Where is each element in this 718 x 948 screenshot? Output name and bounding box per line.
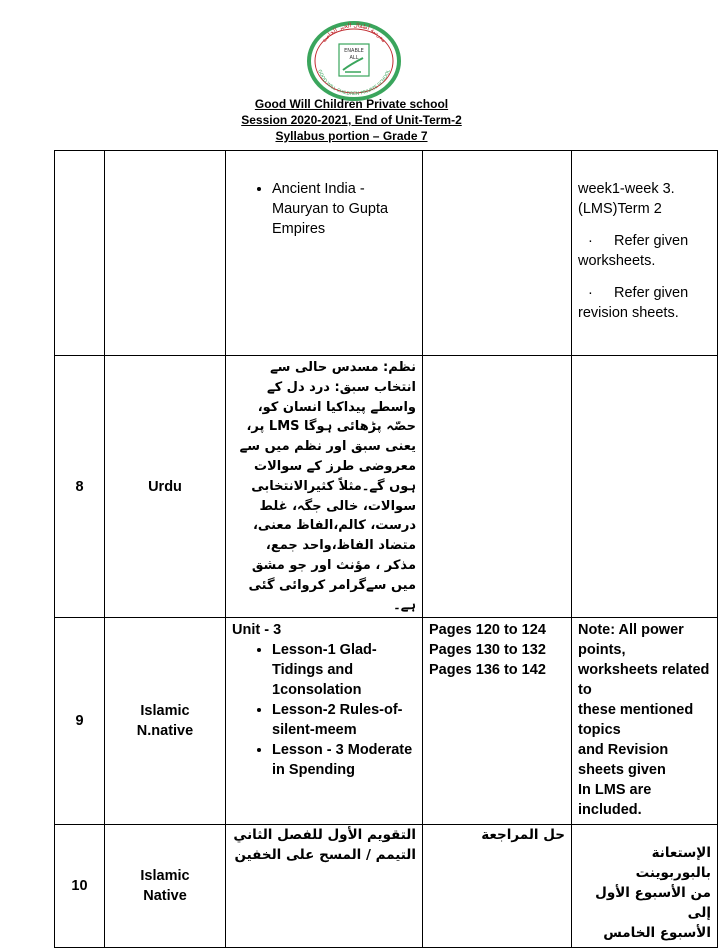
note-line: Note: All power points, (578, 622, 684, 659)
row-number: 8 (55, 356, 105, 618)
logo-all-text: ALL (349, 55, 359, 61)
table-row (55, 356, 718, 618)
logo-text-top: مدرسة أطفال الخير الخاصة (320, 21, 388, 44)
topic-cell (226, 151, 423, 356)
subject-cell (105, 825, 226, 948)
remark-lms: (LMS)Term 2 (578, 201, 662, 217)
note-line: and Revision sheets given (578, 742, 669, 779)
lesson-item: • Lesson-2 Rules-of-silent-meem (272, 700, 416, 740)
arabic-remark-line: الأسبوع الخامس (603, 925, 711, 942)
pages-cell (423, 356, 572, 618)
subject-line: Islamic (140, 703, 190, 720)
school-name: Good Will Children Private school (254, 97, 449, 111)
logo-text-bottom: GOOD WILL CHILDREN PRIVATE SCHOOL (316, 69, 392, 98)
syllabus-table (54, 150, 718, 948)
table-row (55, 151, 718, 356)
pages-cell (423, 618, 572, 825)
arabic-topic-line: التقويم الأول للفصل الثاني (233, 827, 416, 844)
subject-cell (105, 618, 226, 825)
urdu-content: نظم: مسدس حالی سے انتخاب سبق: درد دل کے واسطے پیداکیا انسان کو، حصّہ پڑھائی ہوگا LMS پر، یعنی سبق اور نظم میں سے معروضی طرز کے سوالات ہوں گے۔مثلاً کثیرالانتخابی سوالات، خالی جگہ، غلط درست، کالم،الفاظ معنی، متضاد الفاظ،واحد جمع، مذکر ، مؤنث اور جو مشق میں سےگرامر کروائی گئی ہے۔ (226, 356, 423, 618)
svg-text:مدرسة أطفال الخير الخاصة (321, 22, 388, 44)
topic-item: • Ancient India - Mauryan to Gupta Empires (272, 179, 416, 239)
row-number: 9 (55, 618, 105, 825)
note-line: In LMS are included. (578, 782, 652, 819)
syllabus-title: Syllabus portion – Grade 7 (275, 129, 428, 143)
row-number: 10 (55, 825, 105, 948)
bullet-dot: · (588, 233, 593, 249)
pages-range: Pages 136 to 142 (429, 662, 546, 679)
topic-cell (226, 825, 423, 948)
remark-cell (572, 825, 718, 948)
school-logo (301, 18, 407, 102)
pages-range: Pages 120 to 124 (429, 622, 546, 639)
note-line: these mentioned topics (578, 702, 694, 739)
pages-cell (423, 825, 572, 948)
logo-enable-text: ENABLE (344, 48, 364, 54)
subject-line: Islamic (140, 868, 190, 885)
pages-range: Pages 130 to 132 (429, 642, 546, 659)
arabic-topic-line: التيمم / المسح على الخفين (234, 847, 416, 864)
subject-name: Urdu (105, 356, 226, 618)
arabic-remark-line: من الأسبوع الأول إلى (595, 885, 711, 922)
note-line: worksheets related to (578, 662, 710, 699)
subject-line: N.native (136, 723, 194, 740)
topic-cell (226, 618, 423, 825)
table-row (55, 618, 718, 825)
subject-line: Native (143, 888, 187, 905)
session-title: Session 2020-2021, End of Unit-Term-2 (241, 113, 462, 127)
table-row (55, 825, 718, 948)
remark-cell (572, 618, 718, 825)
bullet-dot: · (588, 285, 593, 301)
lesson-item: • Lesson - 3 Moderate in Spending (272, 740, 416, 780)
arabic-remark-line: الإستعانة بالبوربوينت (635, 845, 711, 882)
remark-revision: Refer given revision sheets. (578, 285, 689, 321)
remark-week: week1-week 3. (578, 181, 675, 197)
num-cell (55, 151, 105, 356)
remark-cell (572, 356, 718, 618)
arabic-pages: حل المراجعة (481, 827, 565, 844)
remark-worksheets: Refer given worksheets. (578, 233, 689, 269)
unit-label: Unit - 3 (232, 622, 282, 639)
pages-cell (423, 151, 572, 356)
remark-cell (572, 151, 718, 356)
subject-cell (105, 151, 226, 356)
lesson-item: • Lesson-1 Glad-Tidings and 1consolation (272, 640, 416, 700)
